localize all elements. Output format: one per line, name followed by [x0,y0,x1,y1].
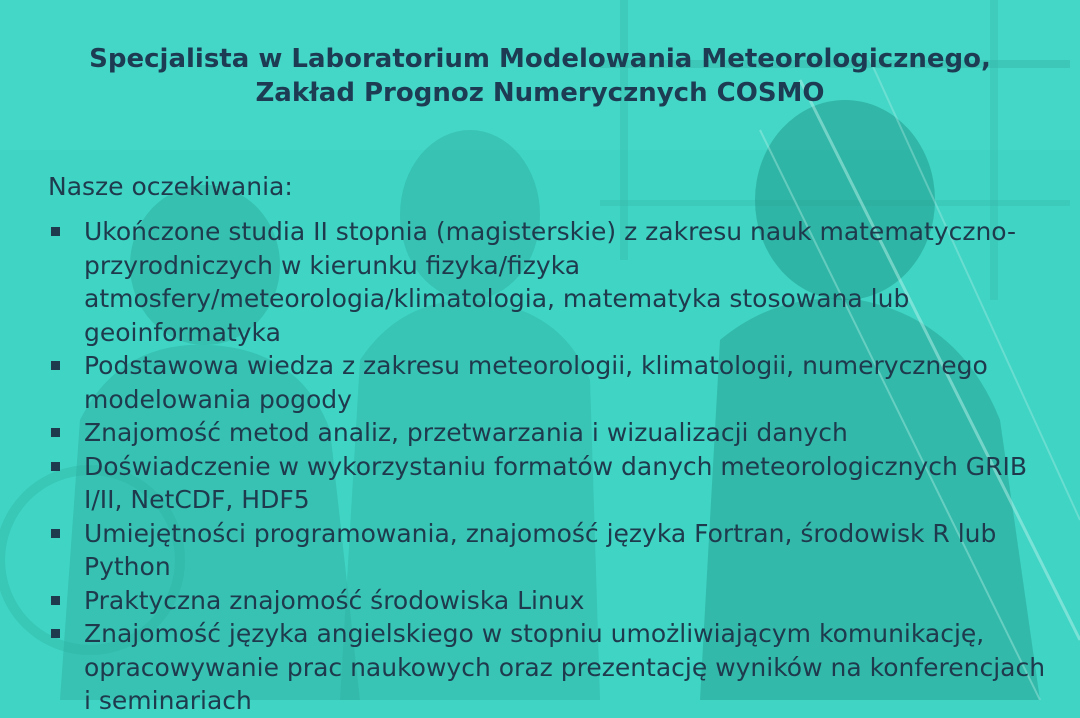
list-item-text: Praktyczna znajomość środowiska Linux [84,585,585,615]
square-bullet-icon [51,529,60,538]
square-bullet-icon [51,361,60,370]
list-item-text: Umiejętności programowania, znajomość języka Fortran, środowisk R lub Python [84,518,997,581]
list-item-text: Znajomość języka angielskiego w stopniu umożliwiającym komunikację, opracowywanie prac naukowych oraz prezentację wyników na konferencjach i seminariach [84,619,1046,715]
list-item [48,517,1058,584]
list-item [48,584,1058,618]
list-item [48,215,1058,349]
list-item-text: Doświadczenie w wykorzystaniu formatów danych meteorologicznych GRIB I/II, NetCDF, HDF5 [84,451,1028,514]
job-title-line-1: Specjalista w Laboratorium Modelowania Meteorologicznego, [89,44,991,74]
requirements-list [48,215,1058,718]
list-item-text: Znajomość metod analiz, przetwarzania i wizualizacji danych [84,418,848,447]
list-item-text: Ukończone studia II stopnia (magisterskie) z zakresu nauk matematyczno-przyrodniczych w kierunku fizyka/fizyka atmosfery/meteorologia/klimatologia, matematyka stosowana lub geoinformatyka [84,217,1017,347]
square-bullet-icon [51,596,60,605]
job-title [40,42,1040,110]
square-bullet-icon [51,629,60,638]
list-item [48,416,1058,450]
list-item [48,617,1058,718]
list-item-text: Podstawowa wiedza z zakresu meteorologii, klimatologii, numerycznego modelowania pogody [84,351,988,414]
list-item [48,349,1058,416]
list-item [48,450,1058,517]
job-title-line-2: Zakład Prognoz Numerycznych COSMO [255,78,825,108]
square-bullet-icon [51,428,60,437]
square-bullet-icon [51,227,60,236]
section-heading: Nasze oczekiwania: [48,172,293,201]
square-bullet-icon [51,462,60,471]
